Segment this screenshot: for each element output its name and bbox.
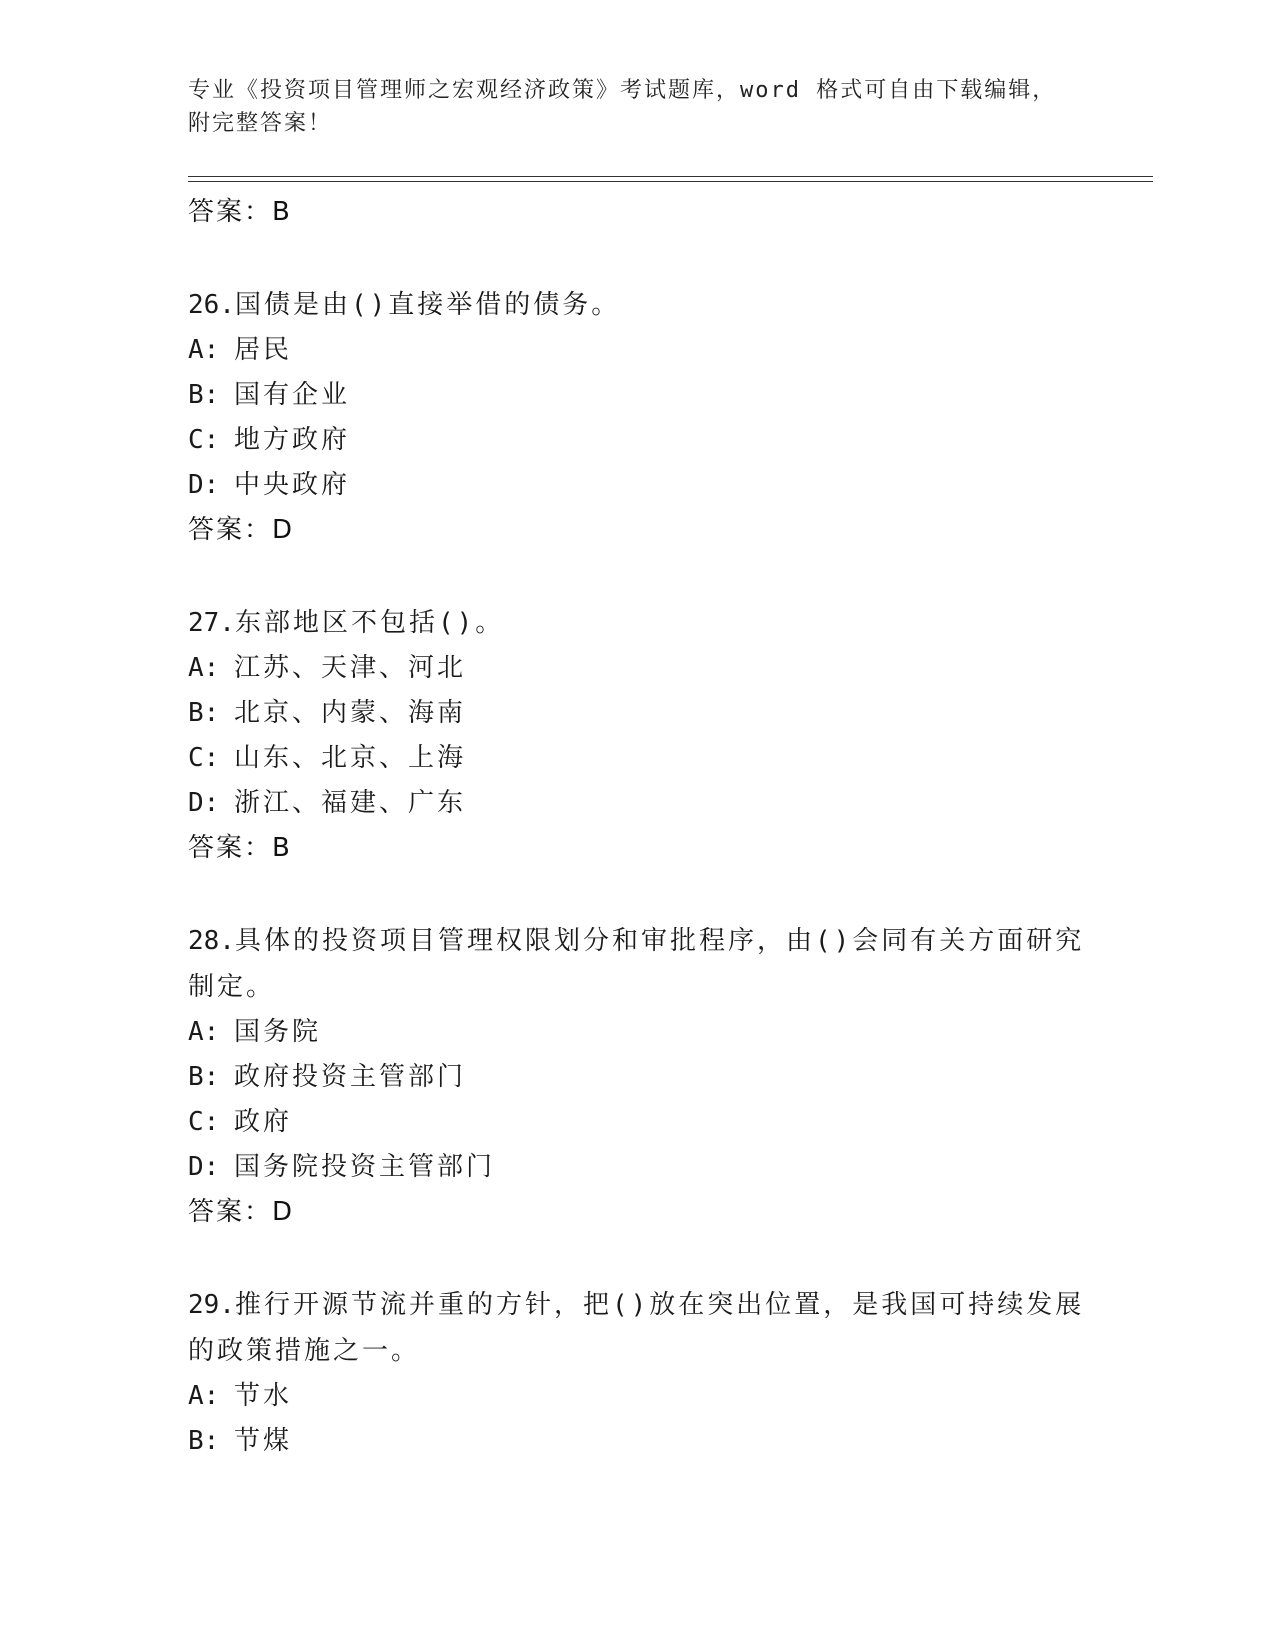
- option-key: A:: [188, 1017, 220, 1047]
- question-text: 国债是由()直接举借的债务。: [234, 290, 621, 320]
- option-a: [188, 1374, 1088, 1419]
- option-key: C:: [188, 1107, 220, 1137]
- option-key: C:: [188, 425, 220, 455]
- option-key: D:: [188, 1152, 220, 1182]
- question-stem: [188, 600, 1088, 646]
- spacer: [188, 552, 1088, 600]
- option-key: B:: [188, 1426, 220, 1456]
- question-stem: [188, 1282, 1088, 1374]
- option-text: 政府: [234, 1107, 293, 1137]
- question-number: 26.: [188, 290, 235, 320]
- document-header: [188, 74, 1068, 140]
- question-stem: [188, 918, 1088, 1010]
- option-text: 山东、北京、上海: [234, 743, 467, 773]
- answer-value: D: [272, 1197, 295, 1227]
- question-block: [188, 600, 1088, 870]
- option-d: [188, 781, 1088, 826]
- option-key: C:: [188, 743, 220, 773]
- option-key: A:: [188, 335, 220, 365]
- option-b: [188, 1055, 1088, 1100]
- answer-value: B: [272, 833, 292, 863]
- option-key: A:: [188, 653, 220, 683]
- option-a: [188, 646, 1088, 691]
- answer-value: D: [272, 515, 295, 545]
- question-block: [188, 918, 1088, 1234]
- question-text: 推行开源节流并重的方针，把()放在突出位置，是我国可持续发展的政策措施之一。: [188, 1290, 1085, 1366]
- spacer: [188, 234, 1088, 282]
- question-number: 29.: [188, 1290, 235, 1320]
- answer-line: [188, 508, 1088, 552]
- option-key: D:: [188, 788, 220, 818]
- question-block: [188, 282, 1088, 552]
- option-text: 江苏、天津、河北: [234, 653, 467, 683]
- option-key: B:: [188, 1062, 220, 1092]
- header-rule-bottom: [188, 181, 1153, 182]
- answer-line: [188, 190, 1088, 234]
- question-block: [188, 1282, 1088, 1464]
- option-c: [188, 736, 1088, 781]
- answer-value: B: [272, 197, 292, 227]
- option-text: 节煤: [234, 1426, 293, 1456]
- question-number: 27.: [188, 608, 235, 638]
- spacer: [188, 870, 1088, 918]
- answer-label: 答案：: [188, 515, 273, 545]
- option-b: [188, 691, 1088, 736]
- option-key: B:: [188, 380, 220, 410]
- answer-label: 答案：: [188, 1197, 273, 1227]
- option-text: 地方政府: [234, 425, 351, 455]
- option-b: [188, 373, 1088, 418]
- answer-label: 答案：: [188, 197, 273, 227]
- header-line-1: 专业《投资项目管理师之宏观经济政策》考试题库，word 格式可自由下载编辑，: [188, 78, 1057, 103]
- option-key: A:: [188, 1381, 220, 1411]
- option-d: [188, 463, 1088, 508]
- option-a: [188, 328, 1088, 373]
- question-stem: [188, 282, 1088, 328]
- question-text: 具体的投资项目管理权限划分和审批程序，由()会同有关方面研究制定。: [188, 926, 1085, 1002]
- option-text: 国务院投资主管部门: [234, 1152, 496, 1182]
- header-line-2: 附完整答案！: [188, 111, 333, 136]
- question-text: 东部地区不包括()。: [234, 608, 505, 638]
- question-list: [188, 190, 1088, 1464]
- option-b: [188, 1419, 1088, 1464]
- question-number: 28.: [188, 926, 235, 956]
- option-a: [188, 1010, 1088, 1055]
- option-text: 节水: [234, 1381, 293, 1411]
- answer-label: 答案：: [188, 833, 273, 863]
- option-c: [188, 418, 1088, 463]
- option-text: 浙江、福建、广东: [234, 788, 467, 818]
- option-key: D:: [188, 470, 220, 500]
- option-text: 国务院: [234, 1017, 322, 1047]
- spacer: [188, 1234, 1088, 1282]
- option-text: 北京、内蒙、海南: [234, 698, 467, 728]
- answer-line: [188, 826, 1088, 870]
- option-text: 居民: [234, 335, 293, 365]
- option-d: [188, 1145, 1088, 1190]
- option-c: [188, 1100, 1088, 1145]
- option-text: 国有企业: [234, 380, 351, 410]
- option-key: B:: [188, 698, 220, 728]
- header-rule-top: [188, 176, 1153, 177]
- option-text: 中央政府: [234, 470, 351, 500]
- answer-line: [188, 1190, 1088, 1234]
- option-text: 政府投资主管部门: [234, 1062, 467, 1092]
